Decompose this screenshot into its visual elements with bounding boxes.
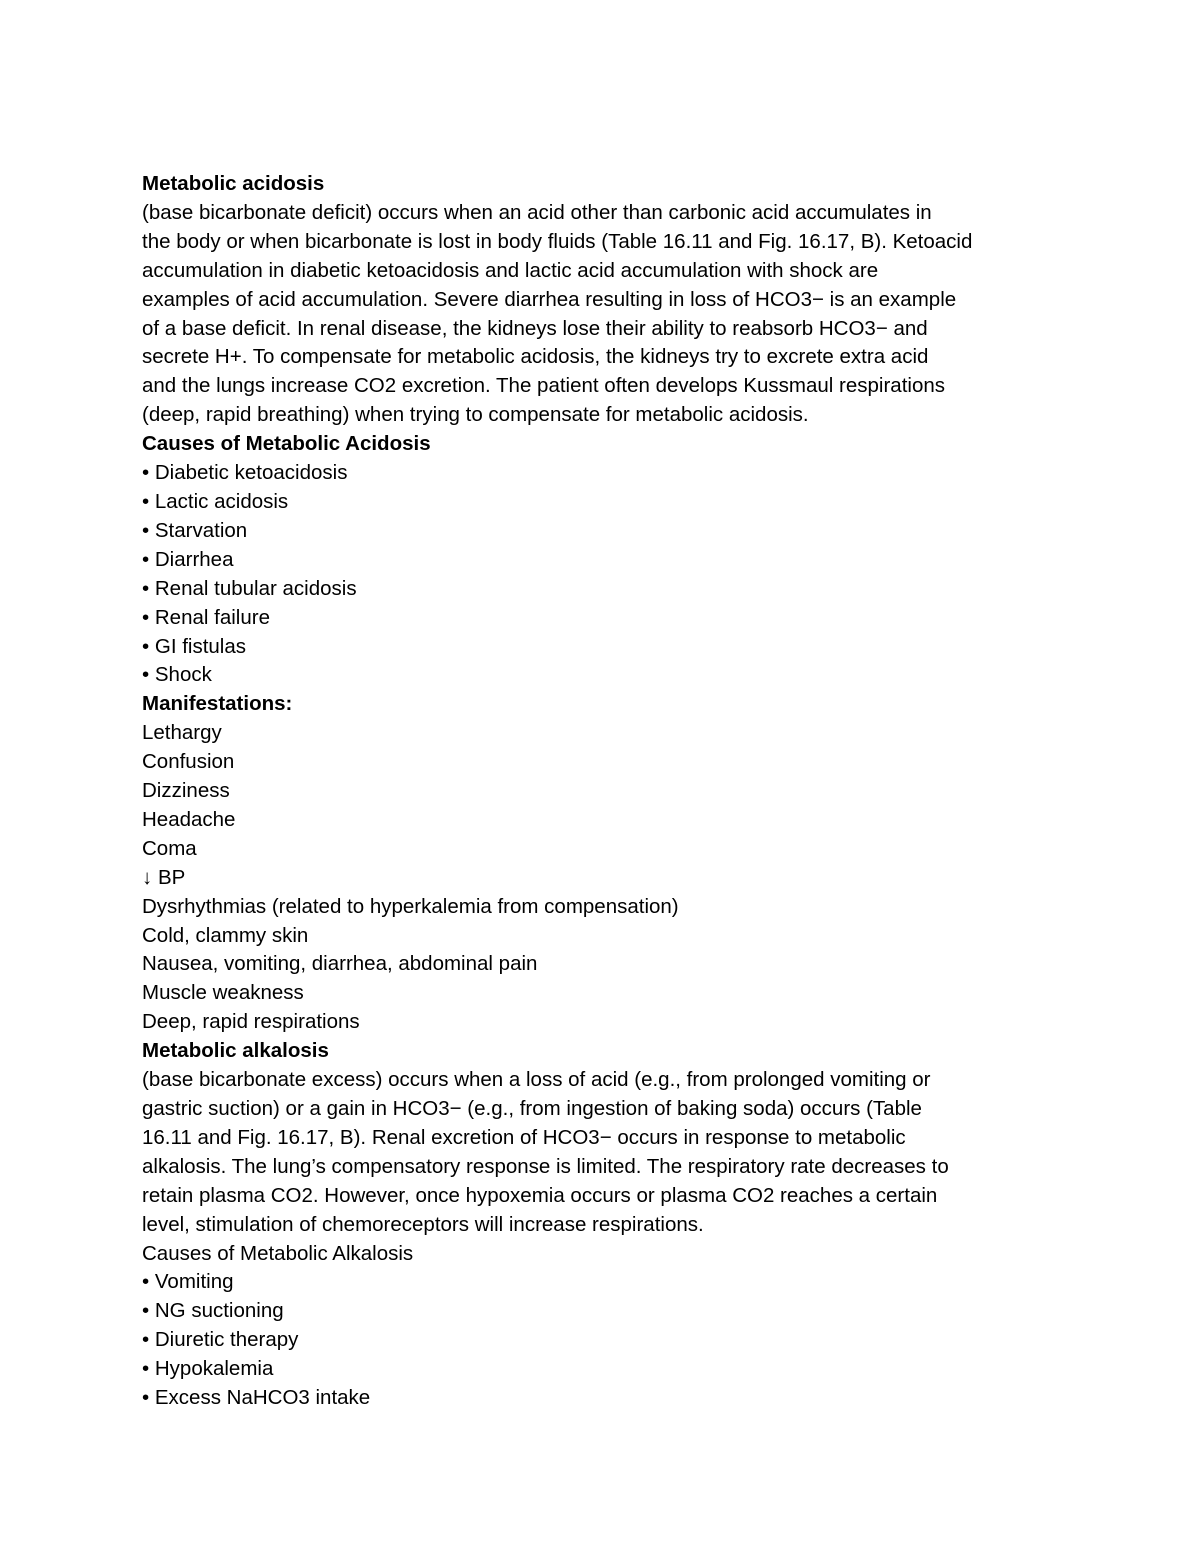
paragraph-line: examples of acid accumulation. Severe diarrhea resulting in loss of HCO3− is an example [142,287,957,311]
paragraph-line: of a base deficit. In renal disease, the kidneys lose their ability to reabsorb HCO3− and [142,316,928,340]
paragraph-line: gastric suction) or a gain in HCO3− (e.g., from ingestion of baking soda) occurs (Table [142,1097,922,1120]
list-item: • Diarrhea [142,547,234,571]
list-item: Coma [142,836,197,860]
list-item: Muscle weakness [142,981,304,1005]
list-item: Nausea, vomiting, diarrhea, abdominal pain [142,952,538,976]
list-item: • Vomiting [142,1270,234,1294]
acidosis-paragraph [142,199,1077,430]
list-item: • Diabetic ketoacidosis [142,461,348,485]
paragraph-line: level, stimulation of chemoreceptors will increase respirations. [142,1212,704,1236]
manifestations-list [142,719,1077,1037]
acidosis-causes-list [142,459,1077,690]
alkalosis-causes-heading: Causes of Metabolic Alkalosis [142,1241,414,1265]
paragraph-line: (deep, rapid breathing) when trying to compensate for metabolic acidosis. [142,403,809,427]
list-item: ↓ BP [142,865,186,889]
list-item: Cold, clammy skin [142,923,309,947]
list-item: • Renal tubular acidosis [142,576,357,600]
paragraph-line: accumulation in diabetic ketoacidosis and lactic acid accumulation with shock are [142,258,879,282]
list-item: • Excess NaHCO3 intake [142,1386,371,1410]
list-item: • GI fistulas [142,634,247,658]
list-item: Headache [142,807,236,831]
acidosis-heading: Metabolic acidosis [142,172,325,195]
list-item: Confusion [142,750,235,774]
list-item: Dizziness [142,779,230,803]
paragraph-line: alkalosis. The lung’s compensatory response is limited. The respiratory rate decreases to [142,1154,949,1178]
paragraph-line: retain plasma CO2. However, once hypoxemia occurs or plasma CO2 reaches a certain [142,1183,938,1207]
list-item: • Starvation [142,518,248,542]
document-page [142,170,1077,1413]
paragraph-line: secrete H+. To compensate for metabolic acidosis, the kidneys try to excrete extra acid [142,345,929,369]
paragraph-line: 16.11 and Fig. 16.17, B). Renal excretion of HCO3− occurs in response to metabolic [142,1125,906,1149]
alkalosis-paragraph [142,1066,1077,1239]
list-item: • Lactic acidosis [142,489,289,513]
alkalosis-heading: Metabolic alkalosis [142,1039,329,1063]
list-item: • NG suctioning [142,1299,284,1323]
paragraph-line: (base bicarbonate deficit) occurs when an acid other than carbonic acid accumulates in [142,200,932,224]
alkalosis-causes-list [142,1268,1077,1413]
paragraph-line: (base bicarbonate excess) occurs when a loss of acid (e.g., from prolonged vomiting or [142,1068,931,1092]
list-item: Lethargy [142,721,222,745]
list-item: Deep, rapid respirations [142,1010,360,1034]
list-item: • Diuretic therapy [142,1328,299,1352]
manifestations-heading: Manifestations: [142,692,293,716]
list-item: • Hypokalemia [142,1357,274,1381]
list-item: • Shock [142,663,212,687]
paragraph-line: and the lungs increase CO2 excretion. The patient often develops Kussmaul respirations [142,374,946,398]
list-item: Dysrhythmias (related to hyperkalemia from compensation) [142,894,679,918]
acidosis-causes-heading: Causes of Metabolic Acidosis [142,432,431,456]
list-item: • Renal failure [142,605,270,629]
paragraph-line: the body or when bicarbonate is lost in body fluids (Table 16.11 and Fig. 16.17, B). Ketoacid [142,229,973,253]
